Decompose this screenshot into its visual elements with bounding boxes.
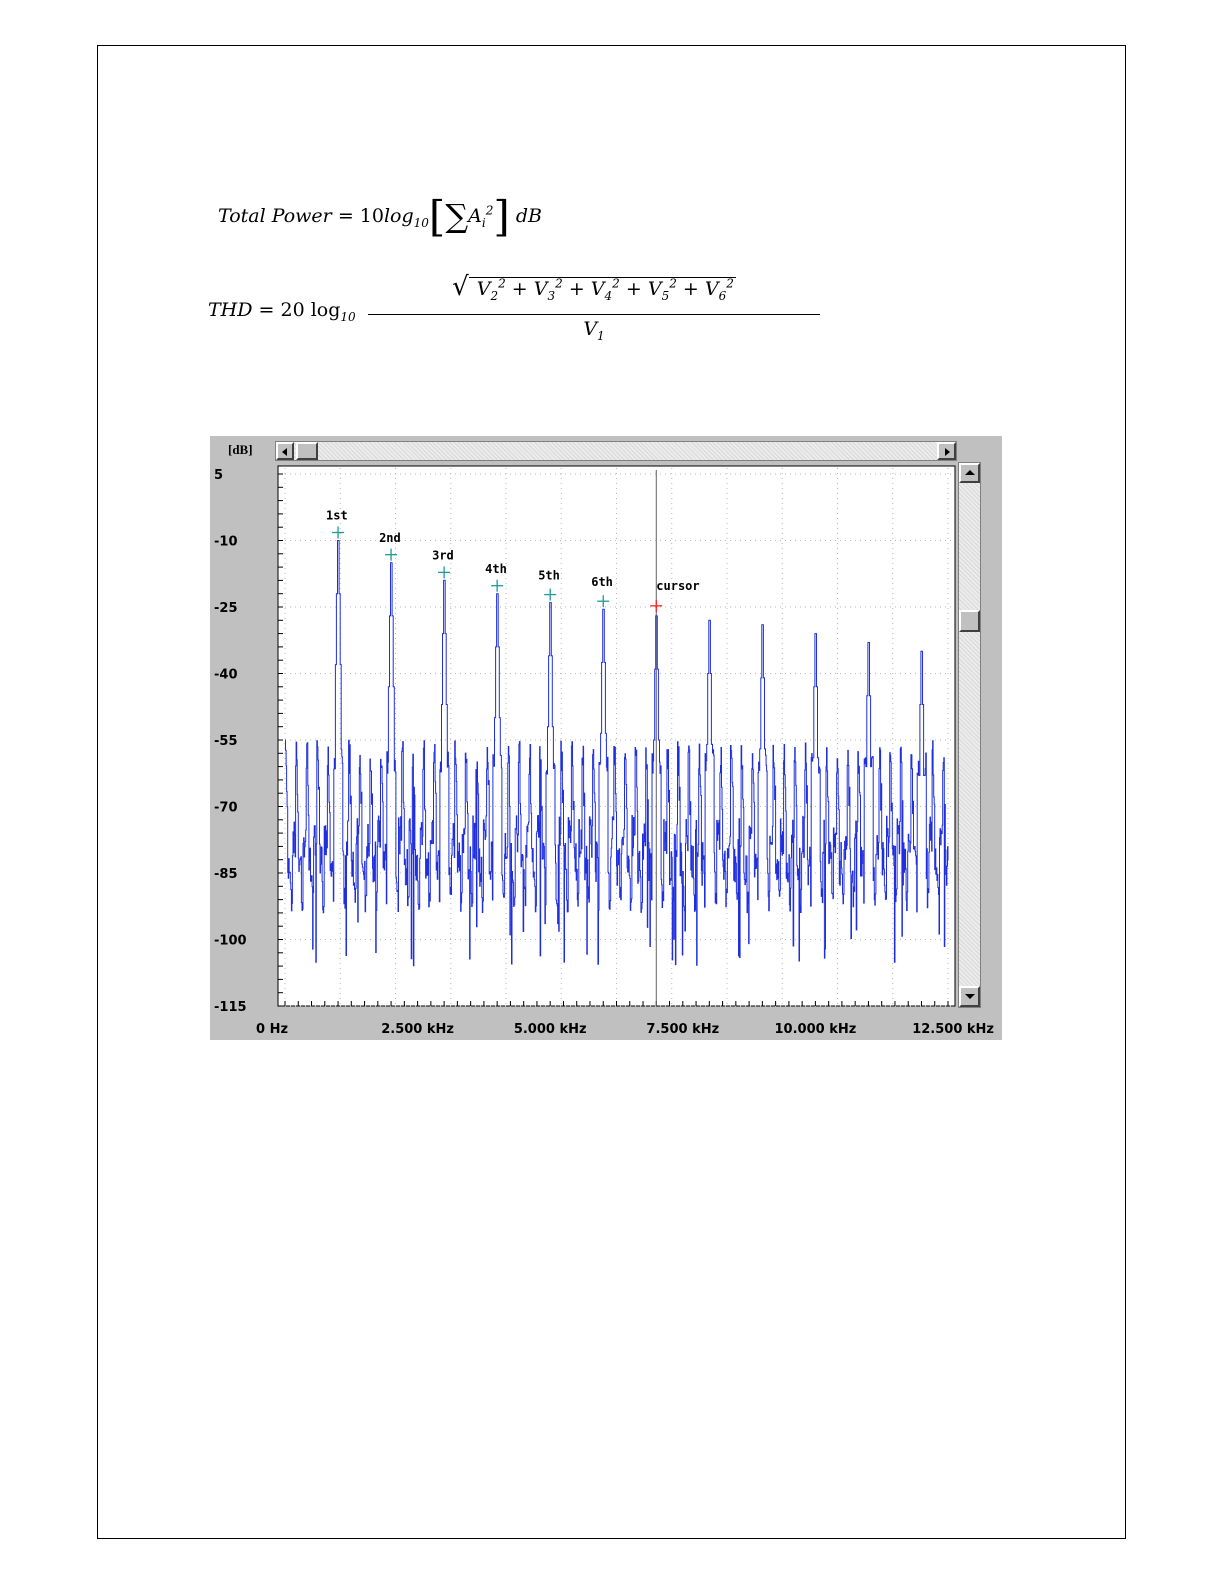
y-tick-label: -25 [214, 601, 238, 616]
harmonic-label: 4th [485, 561, 507, 576]
total-power-term: A [468, 205, 482, 227]
y-tick-labels [214, 468, 247, 1015]
y-axis-unit-label: [dB] [228, 442, 253, 457]
x-tick-label: 10.000 kHz [774, 1022, 857, 1037]
y-tick-label: -10 [214, 534, 238, 550]
total-power-coef: = 10 [337, 205, 384, 227]
total-power-term-sup: 2 [485, 203, 494, 218]
y-tick-label: -100 [214, 933, 247, 949]
y-tick-label: -85 [214, 867, 238, 882]
total-power-log-base: 10 [413, 215, 429, 230]
total-power-unit: dB [515, 205, 542, 227]
x-tick-labels [256, 1022, 994, 1037]
thd-denominator: $V_1$ [583, 318, 605, 343]
x-tick-label: 12.500 kHz [912, 1022, 994, 1037]
thd-numerator: √ $V_2^2 + V_3^2 + V_4^2 + V_5^2 + V_6^2$ [452, 272, 734, 303]
y-tick-label: -55 [214, 734, 238, 749]
x-tick-label: 5.000 kHz [513, 1022, 587, 1037]
harmonic-label: 2nd [379, 530, 401, 545]
harmonic-label: 5th [538, 568, 560, 583]
sum-symbol: ∑ [445, 197, 469, 235]
plot-area [278, 466, 955, 1006]
y-tick-label: -70 [214, 800, 238, 816]
total-power-term-sub: i [481, 215, 486, 230]
thd-lhs: THD [208, 299, 253, 321]
y-tick-label: -40 [214, 667, 238, 683]
x-tick-label: 0 Hz [256, 1022, 289, 1037]
x-tick-label: 2.500 kHz [381, 1022, 454, 1037]
cursor-label: cursor [656, 578, 700, 593]
harmonic-label: 1st [326, 508, 348, 523]
total-power-log: log [383, 205, 414, 227]
thd-eq: = 20 log [258, 299, 341, 321]
harmonic-label: 3rd [432, 548, 454, 563]
thd-log-base: 10 [340, 309, 356, 324]
total-power-formula: Total Power = $10\log_{10}[\sum A_i^2]$ dB [218, 192, 542, 241]
y-tick-label: -115 [214, 1000, 247, 1015]
total-power-lhs: Total Power [218, 205, 332, 227]
harmonic-label: 6th [591, 575, 613, 590]
y-tick-label: 5 [214, 468, 224, 483]
x-tick-label: 7.500 kHz [646, 1022, 720, 1037]
